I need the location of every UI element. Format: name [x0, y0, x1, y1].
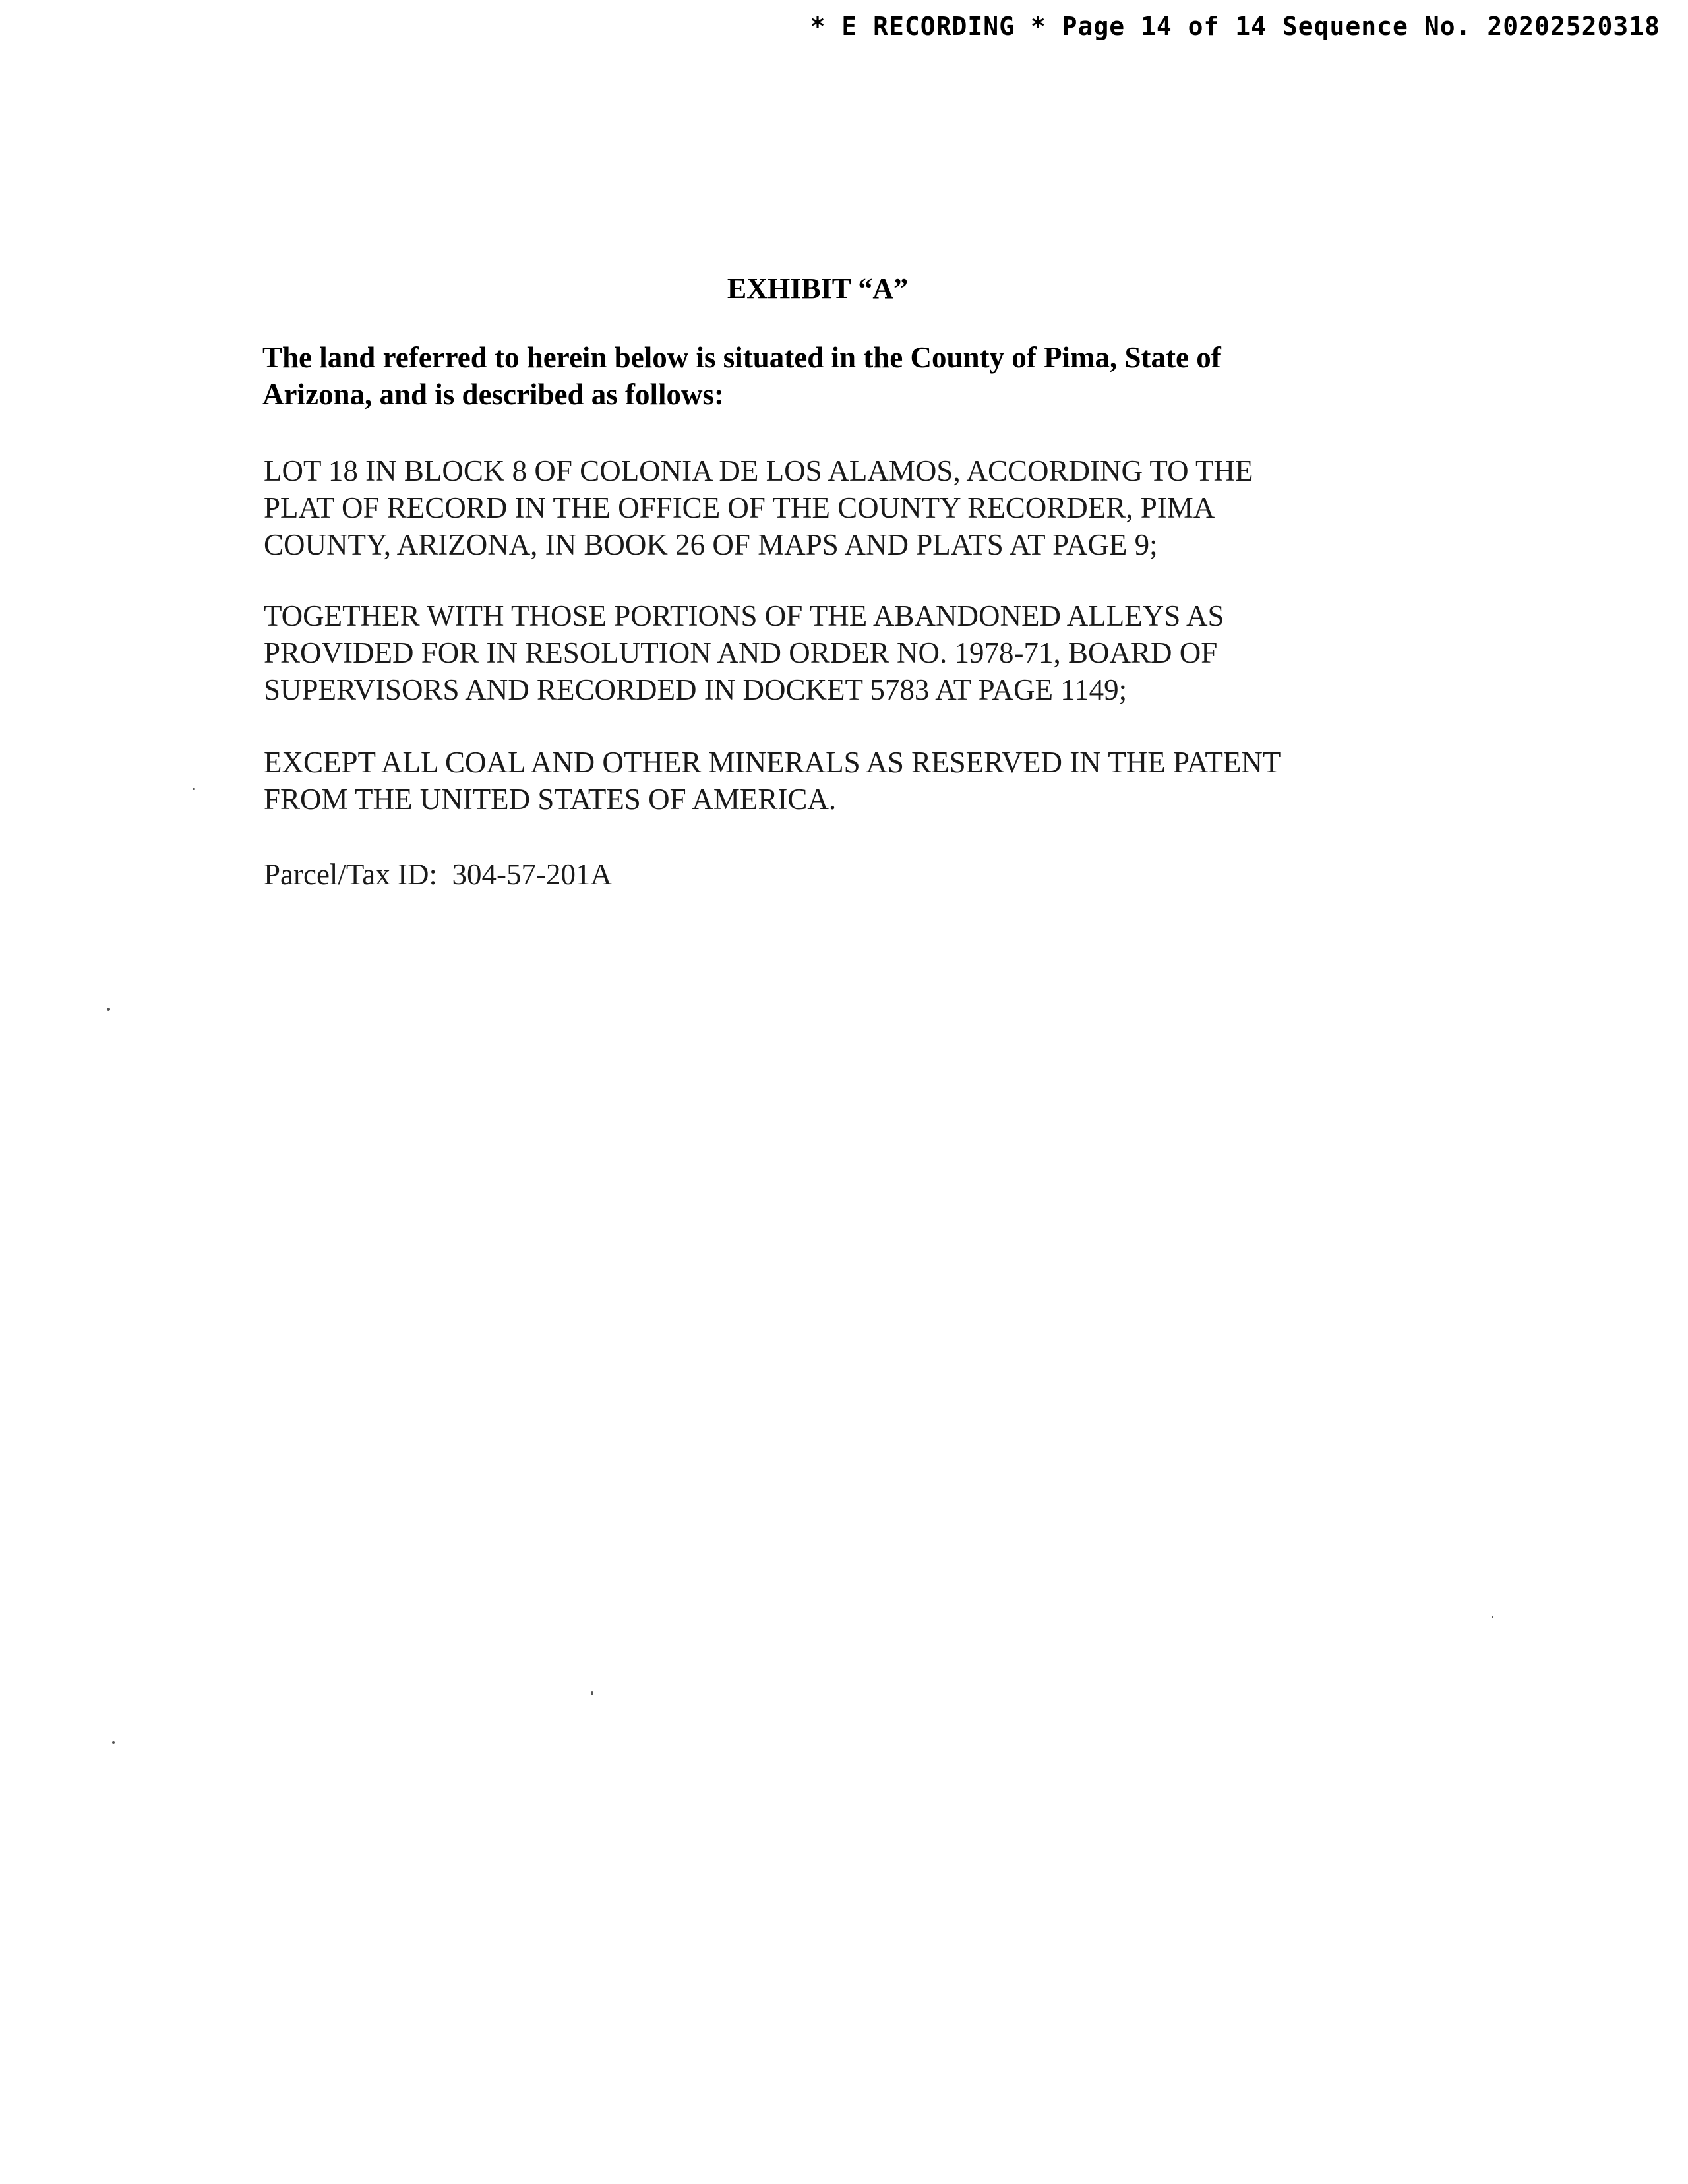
recording-header: * E RECORDING * Page 14 of 14 Sequence No. 20202520318 [810, 12, 1660, 41]
paragraph-line: SUPERVISORS AND RECORDED IN DOCKET 5783 AT PAGE 1149; [264, 673, 1128, 706]
parcel-label: Parcel/Tax ID: [264, 858, 437, 891]
scan-speck [107, 1008, 110, 1011]
land-description-intro [262, 339, 1370, 413]
intro-line: The land referred to herein below is situated in the County of Pima, State of [262, 341, 1221, 374]
mineral-exception-paragraph [264, 744, 1424, 818]
parcel-value: 304-57-201A [452, 858, 612, 891]
scan-speck [112, 1741, 115, 1744]
paragraph-line: FROM THE UNITED STATES OF AMERICA. [264, 783, 837, 816]
exhibit-title: EXHIBIT “A” [727, 272, 909, 305]
paragraph-line: LOT 18 IN BLOCK 8 OF COLONIA DE LOS ALAMOS, ACCORDING TO THE [264, 454, 1253, 487]
scan-speck [1492, 1616, 1493, 1618]
parcel-tax-id [264, 856, 612, 893]
paragraph-line: COUNTY, ARIZONA, IN BOOK 26 OF MAPS AND PLATS AT PAGE 9; [264, 528, 1158, 561]
intro-line: Arizona, and is described as follows: [262, 378, 725, 411]
paragraph-line: PLAT OF RECORD IN THE OFFICE OF THE COUNTY RECORDER, PIMA [264, 491, 1215, 524]
abandoned-alleys-paragraph [264, 597, 1424, 708]
paragraph-line: TOGETHER WITH THOSE PORTIONS OF THE ABANDONED ALLEYS AS [264, 599, 1224, 632]
lot-description-paragraph [264, 452, 1424, 563]
paragraph-line: EXCEPT ALL COAL AND OTHER MINERALS AS RESERVED IN THE PATENT [264, 746, 1281, 779]
paragraph-line: PROVIDED FOR IN RESOLUTION AND ORDER NO. 1978-71, BOARD OF [264, 636, 1218, 669]
scan-speck [193, 788, 195, 790]
scan-speck [591, 1691, 593, 1695]
